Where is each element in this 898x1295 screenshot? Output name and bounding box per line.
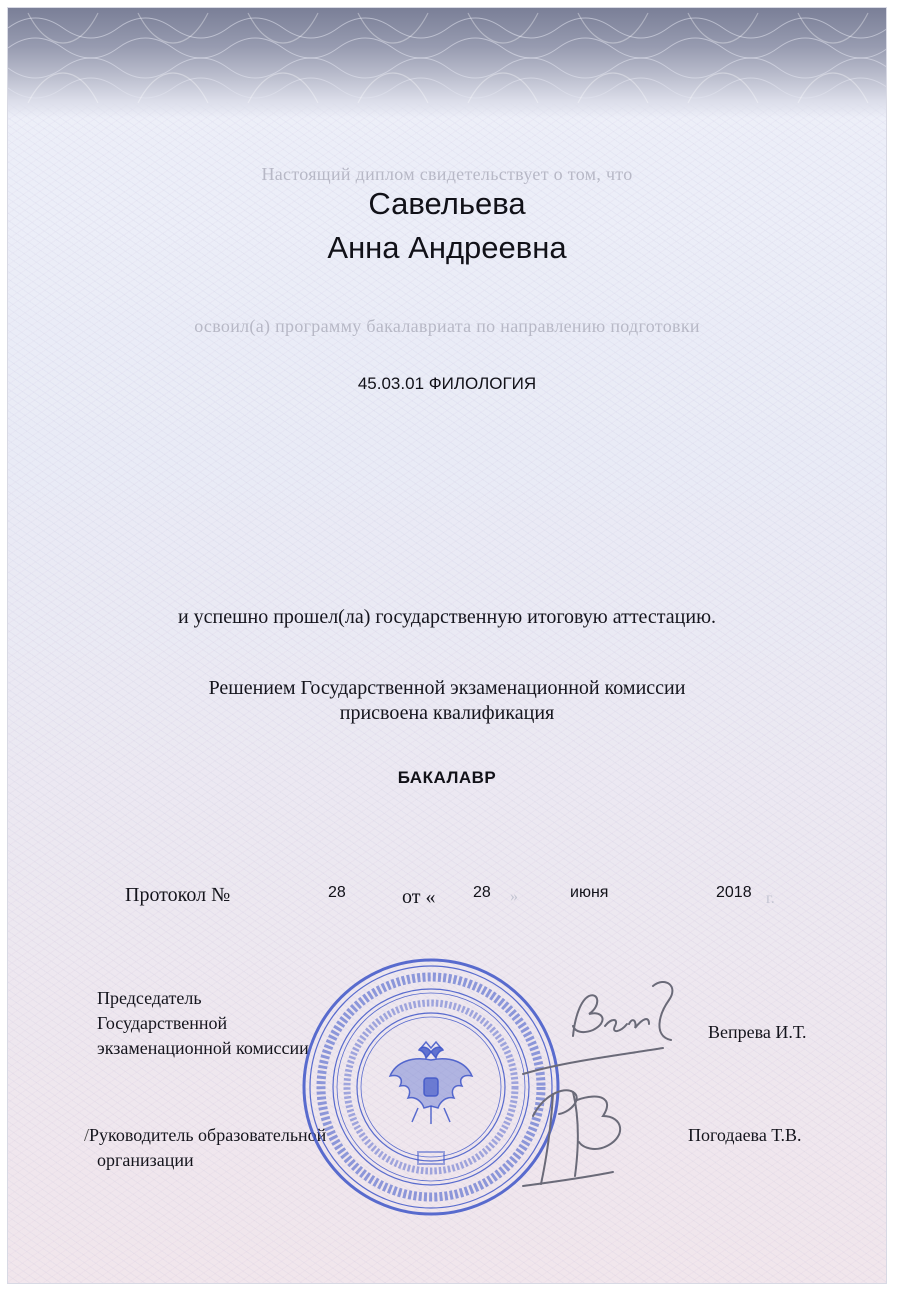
decorative-guilloche-band (8, 8, 886, 118)
decision-line-1: Решением Государственной экзаменационной комиссии (208, 677, 686, 699)
protocol-from-label: от « (402, 886, 436, 908)
chairman-title-line-2: Государственной (97, 1013, 228, 1033)
graduate-surname: Савельева (368, 186, 526, 221)
head-title-line-1 (84, 1123, 326, 1148)
pen-slash-mark: / (84, 1125, 90, 1145)
head-signature-icon (503, 1066, 663, 1196)
protocol-day: 28 (473, 884, 491, 901)
head-title-line-1-text: Руководитель образовательной (89, 1125, 327, 1145)
intro-text: Настоящий диплом свидетельствует о том, что (261, 164, 633, 184)
diploma-sheet (8, 8, 886, 1283)
head-title-line-2: организации (97, 1150, 194, 1170)
decision-line-2: присвоена квалификация (339, 702, 555, 724)
chairman-title (97, 986, 309, 1061)
protocol-number: 28 (328, 884, 346, 901)
protocol-day-close-quote: » (510, 888, 518, 905)
chairman-title-line-1: Председатель (97, 988, 202, 1008)
chairman-name: Вепрева И.Т. (708, 1022, 807, 1042)
guilloche-pattern (8, 8, 886, 118)
qualification-title: БАКАЛАВР (397, 768, 497, 787)
protocol-year: 2018 (716, 884, 752, 901)
protocol-label: Протокол № (125, 884, 231, 906)
head-name: Погодаева Т.В. (688, 1125, 802, 1145)
program-intro-text: освоил(а) программу бакалавриата по направлению подготовки (194, 316, 700, 336)
specialty-code: 45.03.01 ФИЛОЛОГИЯ (357, 374, 537, 393)
protocol-year-suffix: г. (766, 890, 775, 907)
chairman-title-line-3: экзаменационной комиссии (97, 1038, 309, 1058)
protocol-month: июня (570, 884, 609, 901)
head-title (84, 1123, 326, 1173)
attestation-text: и успешно прошел(ла) государственную итоговую аттестацию. (177, 606, 717, 628)
graduate-given-names: Анна Андреевна (327, 230, 567, 265)
coat-of-arms-eagle-icon (390, 1042, 472, 1124)
